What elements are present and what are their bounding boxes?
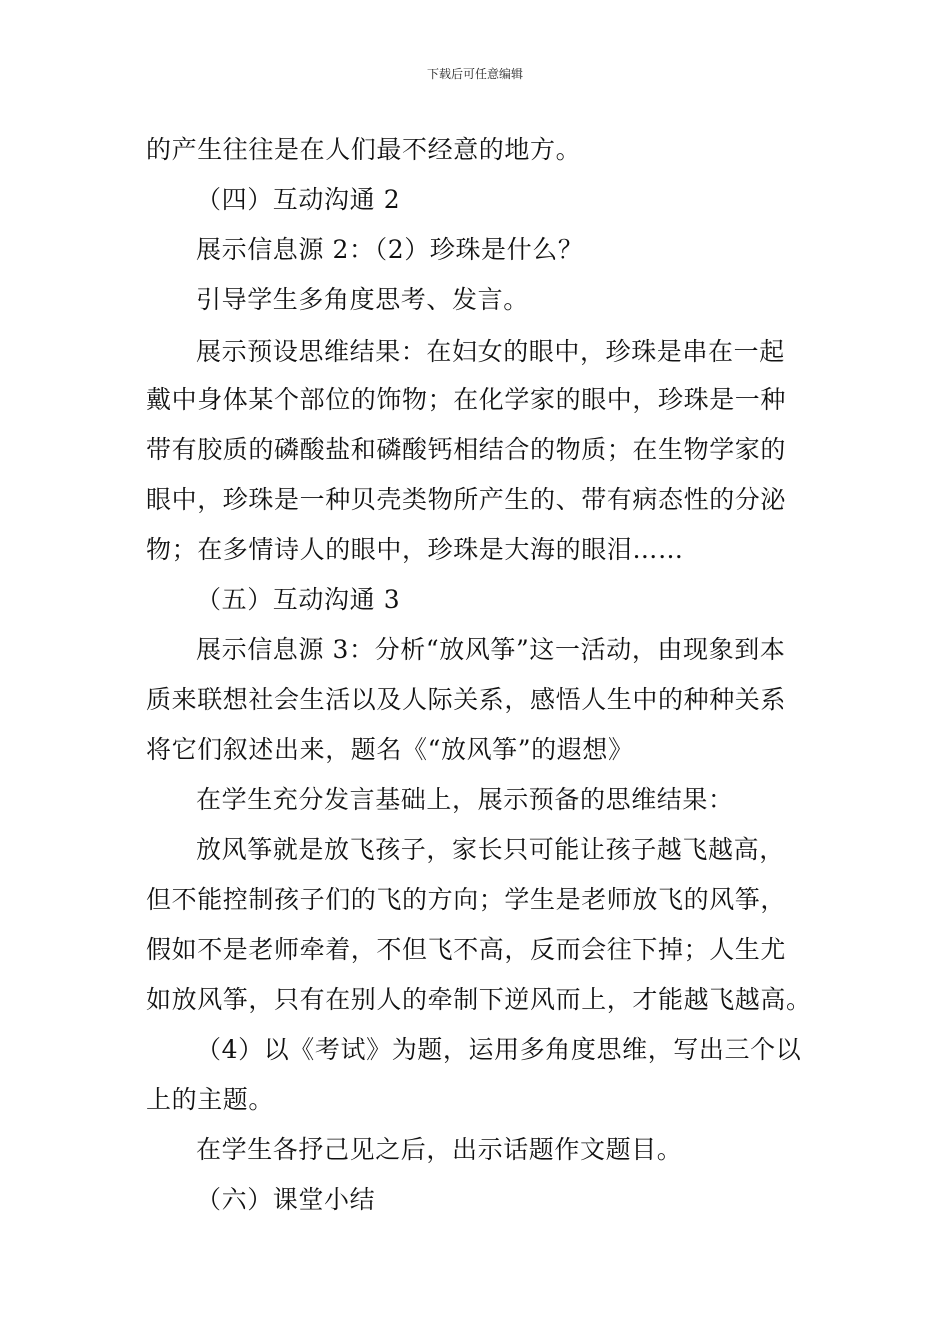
text-line: 展示信息源 2：（2）珍珠是什么？: [196, 235, 584, 264]
text-line: 引导学生多角度思考、发言。: [196, 285, 529, 314]
text-line: 眼中，珍珠是一种贝壳类物所产生的、带有病态性的分泌: [146, 485, 787, 514]
section-heading: （六）课堂小结: [196, 1185, 376, 1214]
text-line: 在学生各抒己见之后，出示话题作文题目。: [196, 1135, 683, 1164]
text-line: 上的主题。: [146, 1085, 275, 1114]
text-line: 戴中身体某个部位的饰物；在化学家的眼中，珍珠是一种: [146, 385, 787, 414]
text-line: 放风筝就是放飞孩子，家长只可能让孩子越飞越高，: [196, 835, 785, 864]
text-line: 假如不是老师牵着，不但飞不高，反而会往下掉；人生尤: [146, 935, 787, 964]
section-heading: （五）互动沟通 3: [196, 585, 401, 614]
text-line: （4）以《考试》为题，运用多角度思维，写出三个以: [196, 1035, 802, 1064]
text-line: 如放风筝，只有在别人的牵制下逆风而上，才能越飞越高。: [146, 985, 812, 1014]
text-line: 但不能控制孩子们的飞的方向；学生是老师放飞的风筝，: [146, 885, 787, 914]
text-line: 物；在多情诗人的眼中，珍珠是大海的眼泪……: [146, 535, 684, 564]
text-line: 的产生往往是在人们最不经意的地方。: [146, 135, 582, 164]
text-line: 展示信息源 3：分析“放风筝”这一活动，由现象到本: [196, 635, 786, 664]
text-line: 带有胶质的磷酸盐和磷酸钙相结合的物质；在生物学家的: [146, 435, 787, 464]
text-line: 在学生充分发言基础上，展示预备的思维结果：: [196, 785, 734, 814]
section-heading: （四）互动沟通 2: [196, 185, 401, 214]
page-header: 下载后可任意编辑: [426, 67, 523, 81]
text-line: 将它们叙述出来，题名《“放风筝”的遐想》: [146, 735, 634, 764]
text-line: 质来联想社会生活以及人际关系，感悟人生中的种种关系: [146, 685, 787, 714]
text-line: 展示预设思维结果：在妇女的眼中，珍珠是串在一起: [196, 337, 785, 366]
